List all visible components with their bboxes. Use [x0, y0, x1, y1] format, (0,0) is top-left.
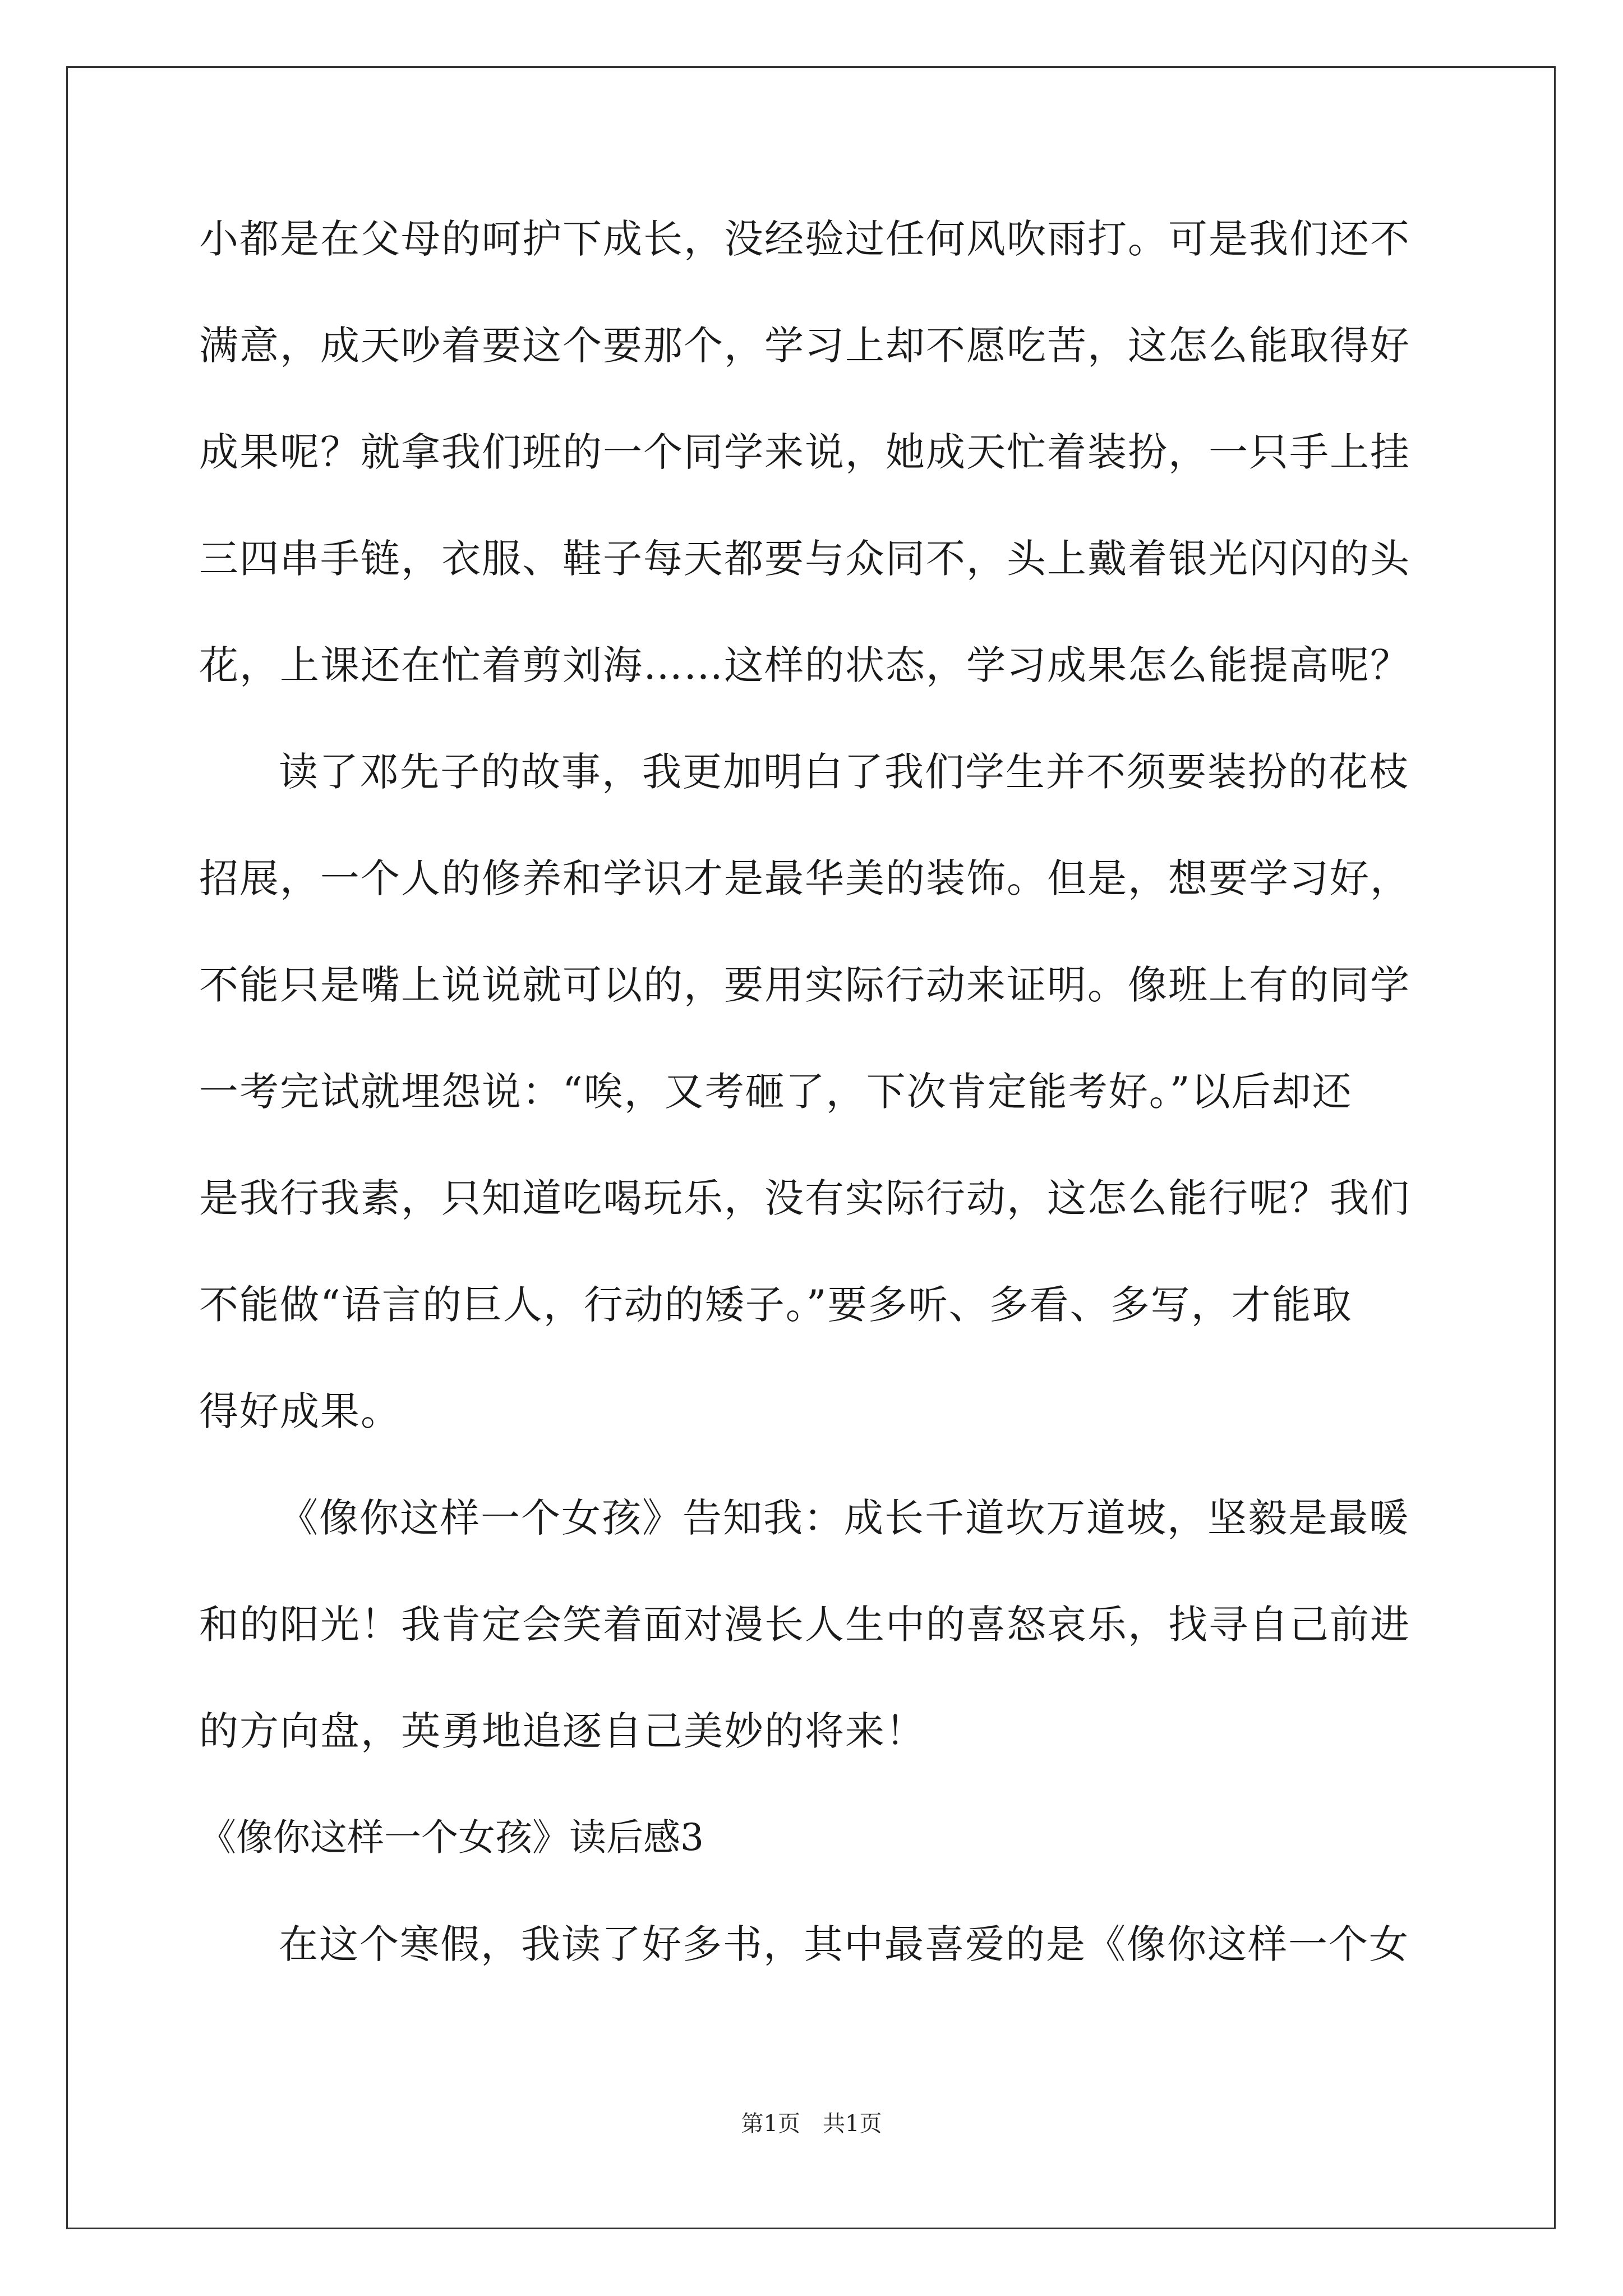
text-line: 成果呢？就拿我们班的一个同学来说，她成天忙着装扮，一只手上挂	[199, 429, 1410, 475]
text-line: 小都是在父母的呵护下成长，没经验过任何风吹雨打。可是我们还不	[199, 216, 1410, 262]
text-line: 花，上课还在忙着剪刘海……这样的状态，学习成果怎么能提高呢？	[199, 642, 1410, 688]
section-title: 《像你这样一个女孩》读后感3	[199, 1816, 704, 1859]
text-line: 的方向盘，英勇地追逐自己美妙的将来！	[199, 1708, 926, 1754]
text-line: 《像你这样一个女孩》告知我：成长千道坎万道坡，坚毅是最暖	[279, 1495, 1409, 1541]
text-line: 三四串手链，衣服、鞋子每天都要与众同不，头上戴着银光闪闪的头	[199, 536, 1410, 582]
text-line: 满意，成天吵着要这个要那个，学习上却不愿吃苦，这怎么能取得好	[199, 323, 1410, 369]
text-line: 和的阳光！我肯定会笑着面对漫长人生中的喜怒哀乐，找寻自己前进	[199, 1602, 1410, 1648]
document-body	[199, 206, 1427, 2018]
paragraph-3	[199, 1485, 1427, 1805]
text-line: 一考完试就埋怨说：“唉，又考砸了，下次肯定能考好。”以后却还	[199, 1069, 1353, 1115]
paragraph-2	[199, 739, 1427, 1485]
text-line: 在这个寒假，我读了好多书，其中最喜爱的是《像你这样一个女	[279, 1921, 1409, 1967]
text-line: 读了邓先子的故事，我更加明白了我们学生并不须要装扮的花枝	[279, 749, 1409, 795]
text-line: 是我行我素，只知道吃喝玩乐，没有实际行动，这怎么能行呢？我们	[199, 1175, 1410, 1221]
text-line: 不能做“语言的巨人，行动的矮子。”要多听、多看、多写，才能取	[199, 1282, 1353, 1328]
page-footer: 第1页 共1页	[741, 2111, 882, 2137]
paragraph-4	[199, 1912, 1427, 2018]
text-line: 得好成果。	[199, 1388, 401, 1434]
paragraph-1	[199, 206, 1427, 739]
text-line: 招展，一个人的修养和学识才是最华美的装饰。但是，想要学习好，	[199, 855, 1410, 901]
text-line: 不能只是嘴上说说就可以的，要用实际行动来证明。像班上有的同学	[199, 962, 1410, 1008]
